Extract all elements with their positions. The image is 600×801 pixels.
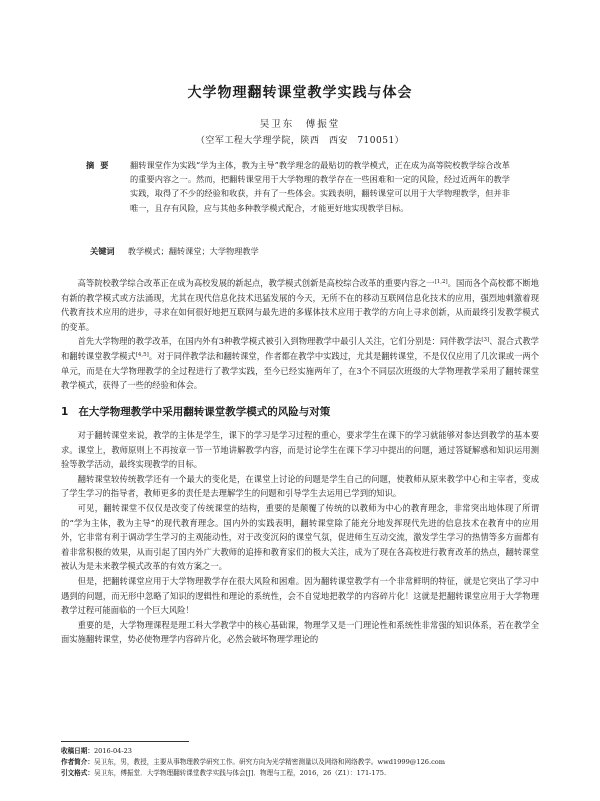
section-paragraph: 但是，把翻转课堂应用于大学物理教学存在很大风险和困难。因为翻转课堂教学有一个非常鲜明的特征，就是它突出了学习中遇到的问题，而无形中忽略了知识的逻辑性和理论的系统性，会不自觉地把教学的内容碎片化！这就是把翻转课堂应用于大学物理教学过程可能面临的一个巨大风险！: [61, 575, 539, 616]
author-label: 作者简介：: [61, 758, 94, 766]
keywords-text: 教学模式；翻转课堂；大学物理教学: [127, 246, 259, 256]
section-number: 1: [61, 406, 69, 418]
intro-paragraph-2: [61, 334, 539, 392]
intro-paragraph-1: [61, 276, 539, 334]
p2-text-a: 首先大学物理的教学改革，在国内外有3种教学模式被引入到物理教学中最引人关注，它们分别是：同伴教学法: [77, 336, 482, 347]
received-date: 2016-04-23: [93, 747, 132, 755]
keywords-label: 关键词: [90, 246, 115, 256]
footnotes: [61, 746, 539, 779]
citation: [4,5]: [135, 351, 149, 358]
paper-affiliation: （空军工程大学理学院，陕西 西安 710051）: [195, 136, 405, 146]
footnote-divider: [61, 741, 189, 742]
abstract-text: 翻转课堂作为实践“学为主体，教为主导”教学理念的最贴切的教学模式，正在成为高等院校教学综合改革的重要内容之一。然而，把翻转课堂用于大学物理的教学存在一些困难和一定的风险，经过近两年的教学实践，取得了不少的经验和收获，并有了一些体会。实践表明，翻转课堂可以用于大学物理教学，但并非唯一，且存有风险，应与其他多种教学模式配合，才能更好地实现教学目标。: [130, 160, 510, 213]
citation: [3]: [481, 337, 490, 344]
section-paragraph: 可见，翻转课堂不仅仅是改变了传统课堂的结构，重要的是颠覆了传统的以教师为中心的教育理念，非常突出地体现了所谓的“学为主体，教为主导”的现代教育理念。国内外的实践表明，翻转课堂除了能充分地发挥现代先进的信息技术在教育中的应用外，它非常有利于调动学生学习的主观能动性，对于改变沉闷的课堂气氛，促进师生互动交流，激发学生学习的热情等多方面都有着非常积极的效果，从而引起了国内外广大教师的追捧和教育家们的极大关注，成为了现在各高校进行教育改革的热点，翻转课堂被认为是未来教学模式改革的有效方案之一。: [61, 502, 539, 572]
p1-text-b: 。国而各个高校都不断地有新的教学模式或方法涌现，尤其在现代信息化技术迅猛发展的今天，无所不在的移动互联网信息化技术的应用，强烈地刺激着现代教育技术应用的进步，寻求在如何很好地把互联网与最先进的多媒体技术应用于教学的方向上寻求创新，从而最终引发教学模式的变革。: [61, 278, 539, 332]
p2-text-c: 。对于同伴教学法和翻转课堂，作者都在教学中实践过，尤其是翻转课堂，不是仅仅应用了几次课或一两个单元，而是在大学物理教学的全过程进行了教学实践，至今已经实施两年了，在3个不同层次班级的大学物理教学采用了翻转课堂教学模式，获得了一些的经验和体会。: [61, 350, 539, 391]
section-paragraph: 重要的是，大学物理课程是理工科大学教学中的核心基础课，物理学又是一门理论性和系统性非常强的知识体系，若在教学全面实施翻转课堂，势必使物理学内容碎片化，必然会破坏物理学理论的: [61, 619, 539, 645]
paper-authors: 吴卫东 傅振堂: [259, 119, 341, 130]
citation: [1,2]: [434, 279, 448, 285]
abstract-label: 摘要: [86, 160, 115, 170]
paper-title: 大学物理翻转课堂教学实践与体会: [187, 85, 413, 101]
keywords-block: [90, 244, 510, 258]
received-label: 收稿日期：: [61, 747, 94, 755]
section-paragraph: 翻转课堂较传统教学还有一个最大的变化是，在课堂上讨论的问题是学生自己的问题，使教师从原来教学中心和主宰者，变成了学生学习的指导者，教师更多的责任是去理解学生的问题和引导学生去运用已学到的知识。: [61, 473, 539, 499]
cite-label: 引文格式：: [61, 769, 94, 777]
p2-text-b: 、混合式教学和翻转课堂教学模式: [61, 336, 539, 361]
footnote-received: [61, 746, 539, 757]
section-title: 在大学物理教学中采用翻转课堂教学模式的风险与对策: [78, 406, 331, 418]
author-info: 吴卫东，男，教授，主要从事物理教学研究工作。研究方向为光学精密测量以及网络和网络教学。wwd1999@126.com: [93, 758, 445, 766]
p1-text-a: 高等院校教学综合改革正在成为高校发展的新起点，教学模式创新是高校综合改革的重要内容之一: [77, 278, 435, 288]
intro-section: [61, 276, 539, 393]
section-heading: [61, 404, 539, 419]
cite-info: 吴卫东，傅振堂．大学物理翻转课堂教学实践与体会[J]．物理与工程，2016，26（Z1）：171-175.: [93, 769, 387, 777]
footnote-author: [61, 757, 539, 768]
abstract-block: [86, 158, 510, 215]
footnote-cite: [61, 768, 539, 779]
section-paragraph: 对于翻转课堂来说，教学的主体是学生，课下的学习是学习过程的重心，要求学生在课下的学习就能够对参达到教学的基本要求。课堂上，教师原则上不再按章一节一节地讲解教学内容，而是讨论学生在课下学习中提出的问题，通过答疑解惑和知识运用测验等教学活动，最终实现教学的目标。: [61, 430, 539, 470]
section-1-body: [61, 428, 539, 647]
